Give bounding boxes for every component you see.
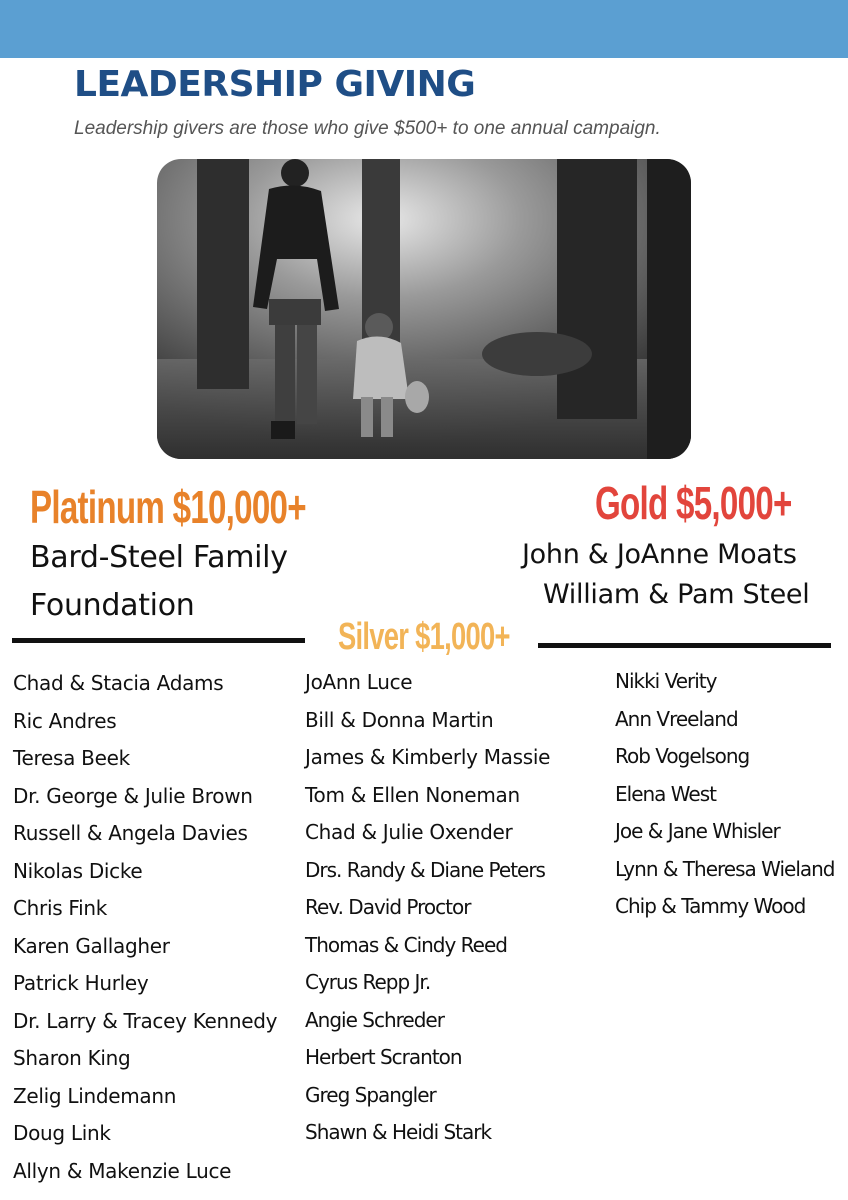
donor-name: Chip & Tammy Wood — [615, 894, 806, 918]
donor-name: Rev. David Proctor — [305, 895, 471, 919]
donor-name: Russell & Angela Davies — [13, 821, 248, 845]
donor-name: Drs. Randy & Diane Peters — [305, 857, 545, 882]
donor-name: Shawn & Heidi Stark — [305, 1120, 492, 1144]
donor-name: Tom & Ellen Noneman — [305, 782, 520, 807]
platinum-donor-line: Foundation — [30, 588, 195, 623]
donor-name: Bill & Donna Martin — [305, 707, 494, 732]
donor-name: Cyrus Repp Jr. — [305, 970, 431, 994]
silver-donor-column-3 — [615, 669, 835, 932]
silver-donor-column-1 — [13, 671, 277, 1196]
top-banner — [0, 0, 848, 58]
donor-name: Chris Fink — [13, 896, 108, 920]
platinum-donor-line: Bard-Steel Family — [30, 540, 288, 575]
gold-donor: John & JoAnne Moats — [522, 539, 797, 570]
platinum-heading: Platinum $10,000+ — [30, 481, 306, 533]
donor-name: Chad & Julie Oxender — [305, 820, 513, 844]
donor-name: Nikolas Dicke — [13, 858, 143, 883]
silver-heading: Silver $1,000+ — [338, 616, 510, 658]
donor-name: Rob Vogelsong — [615, 744, 750, 768]
donor-name: Angie Schreder — [305, 1007, 444, 1032]
donor-name: JoAnn Luce — [305, 670, 413, 694]
divider-right — [538, 643, 831, 648]
donor-name: Allyn & Makenzie Luce — [13, 1158, 232, 1183]
donor-name: Herbert Scranton — [305, 1045, 462, 1069]
donor-name: Patrick Hurley — [13, 971, 149, 995]
donor-name: Teresa Beek — [13, 746, 130, 770]
donor-name: Sharon King — [13, 1046, 131, 1070]
gold-donor: William & Pam Steel — [543, 579, 810, 610]
father-daughter-forest-photo — [157, 159, 691, 459]
donor-name: Chad & Stacia Adams — [13, 671, 224, 695]
page-subtitle: Leadership givers are those who give $500+ to one annual campaign. — [74, 118, 661, 139]
donor-name: Dr. George & Julie Brown — [13, 783, 253, 808]
divider-left — [12, 638, 305, 643]
donor-name: Nikki Verity — [615, 669, 717, 693]
donor-name: Joe & Jane Whisler — [615, 819, 780, 843]
page-title: LEADERSHIP GIVING — [74, 64, 476, 105]
donor-name: Dr. Larry & Tracey Kennedy — [13, 1008, 278, 1033]
silver-donor-column-2 — [305, 670, 550, 1158]
donor-name: Ric Andres — [13, 708, 117, 733]
donor-name: Ann Vreeland — [615, 706, 738, 731]
donor-name: James & Kimberly Massie — [305, 745, 551, 769]
donor-name: Zelig Lindemann — [13, 1083, 177, 1108]
donor-name: Karen Gallagher — [13, 933, 170, 958]
donor-name: Doug Link — [13, 1121, 111, 1145]
donor-name: Thomas & Cindy Reed — [305, 932, 507, 957]
gold-heading: Gold $5,000+ — [595, 477, 792, 529]
donor-name: Elena West — [615, 781, 716, 806]
donor-name: Greg Spangler — [305, 1082, 436, 1107]
donor-name: Lynn & Theresa Wieland — [615, 856, 835, 881]
